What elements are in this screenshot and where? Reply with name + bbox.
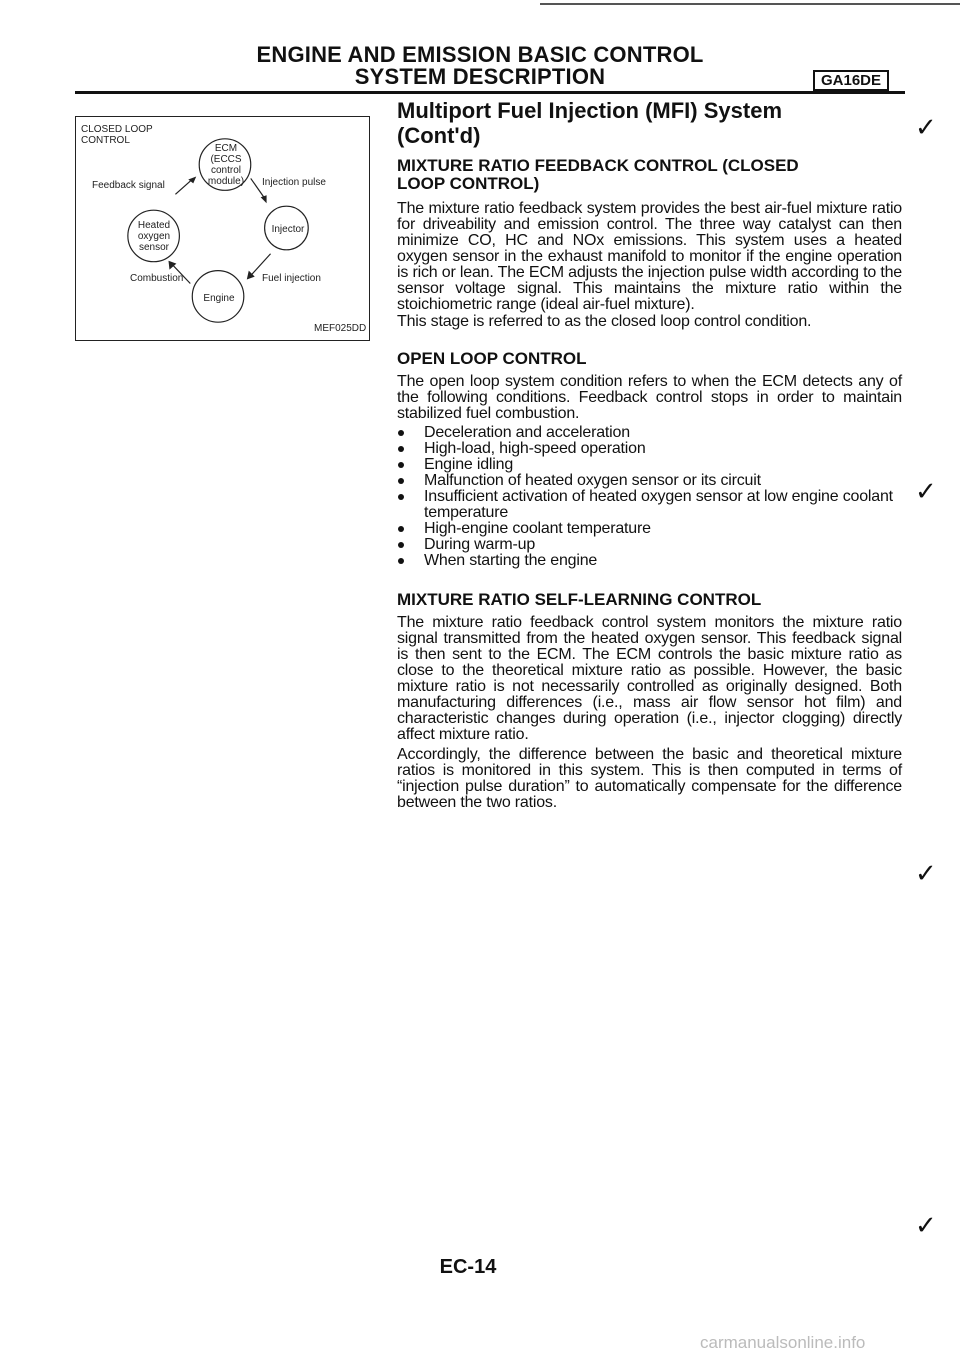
closed-loop-diagram bbox=[75, 116, 370, 341]
figure-id: MEF025DD bbox=[314, 323, 367, 334]
list-item: Insufficient activation of heated oxygen sensor at low engine coolant temperature bbox=[397, 489, 902, 521]
closed-loop-stage: This stage is referred to as the closed loop control condition. bbox=[397, 313, 812, 330]
margin-check-mark: ✓ bbox=[915, 112, 937, 142]
header-title-line1: ENGINE AND EMISSION BASIC CONTROL bbox=[256, 42, 704, 67]
margin-check-mark: ✓ bbox=[915, 858, 937, 888]
self-learning-body-2: Accordingly, the difference between the basic and theoretical mixture ratios is monitored in this system. This is then computed in terms of “injection pulse duration” to automatically compensate for the difference between the two ratios. bbox=[397, 746, 902, 811]
fuel-injection-label: Fuel injection bbox=[262, 273, 321, 284]
closed-loop-heading: MIXTURE RATIO FEEDBACK CONTROL (CLOSED LOOP CONTROL) bbox=[397, 156, 799, 193]
diagram-title-line1: CLOSED LOOP bbox=[81, 124, 153, 135]
section-title-line1: Multiport Fuel Injection (MFI) System bbox=[397, 98, 782, 123]
diagram-title-line2: CONTROL bbox=[81, 135, 130, 146]
combustion-label: Combustion bbox=[130, 273, 184, 284]
margin-check-mark: ✓ bbox=[915, 476, 937, 506]
page-number: EC-14 bbox=[439, 1256, 497, 1278]
open-loop-conditions bbox=[397, 425, 902, 569]
self-learning-heading: MIXTURE RATIO SELF-LEARNING CONTROL bbox=[397, 590, 762, 609]
list-item: High-engine coolant temperature bbox=[397, 521, 902, 537]
open-loop-body: The open loop system condition refers to when the ECM detects any of the following conditions. Feedback control stops in order to maintain stabilized fuel combustion. bbox=[397, 373, 902, 422]
injection-pulse-label: Injection pulse bbox=[262, 177, 326, 188]
closed-loop-body: The mixture ratio feedback system provides the best air-fuel mixture ratio for driveability and emission control. The three way catalyst can then minimize CO, HC and NOx emissions. This system uses a heated oxygen sensor in the exhaust manifold to monitor if the engine operation is rich or lean. The ECM adjusts the injection pulse width according to the sensor voltage signal. This maintains the mixture ratio within the stoichiometric range (ideal air-fuel mixture). bbox=[397, 200, 902, 313]
sensor-label: Heated oxygen sensor bbox=[137, 220, 171, 253]
margin-check-mark: ✓ bbox=[915, 1210, 937, 1240]
content-column bbox=[397, 100, 902, 811]
injector-label: Injector bbox=[271, 224, 305, 235]
pulse-arrowhead bbox=[261, 195, 267, 203]
engine-code-box: GA16DE bbox=[813, 70, 889, 91]
header-rule bbox=[75, 91, 905, 94]
watermark: carmanualsonline.info bbox=[700, 1333, 866, 1352]
list-item: During warm-up bbox=[397, 537, 902, 553]
list-item: When starting the engine bbox=[397, 553, 902, 569]
list-item: Engine idling bbox=[397, 457, 902, 473]
self-learning-body: The mixture ratio feedback control system monitors the mixture ratio signal transmitted from the heated oxygen sensor. This feedback signal is then sent to the ECM. The ECM controls the basic mixture ratio as close to the theoretical mixture ratio as possible. However, the basic mixture ratio is not necessarily controlled as originally designed. Both manufacturing differences (i.e., mass air flow sensor hot film) and characteristic changes during operation (i.e., injector clogging) directly affect mixture ratio. bbox=[397, 614, 902, 743]
top-edge-line bbox=[540, 3, 960, 5]
section-title-line2: (Cont'd) bbox=[397, 123, 481, 148]
list-item: Malfunction of heated oxygen sensor or its circuit bbox=[397, 473, 902, 489]
header-title-line2: SYSTEM DESCRIPTION bbox=[354, 64, 606, 89]
engine-label: Engine bbox=[203, 293, 235, 304]
page-header-title bbox=[200, 44, 760, 88]
list-item: High-load, high-speed operation bbox=[397, 441, 902, 457]
feedback-signal-label: Feedback signal bbox=[92, 180, 165, 191]
open-loop-heading: OPEN LOOP CONTROL bbox=[397, 349, 587, 368]
ecm-label: ECM (ECCS control module) bbox=[207, 143, 245, 187]
list-item: Deceleration and acceleration bbox=[397, 425, 902, 441]
